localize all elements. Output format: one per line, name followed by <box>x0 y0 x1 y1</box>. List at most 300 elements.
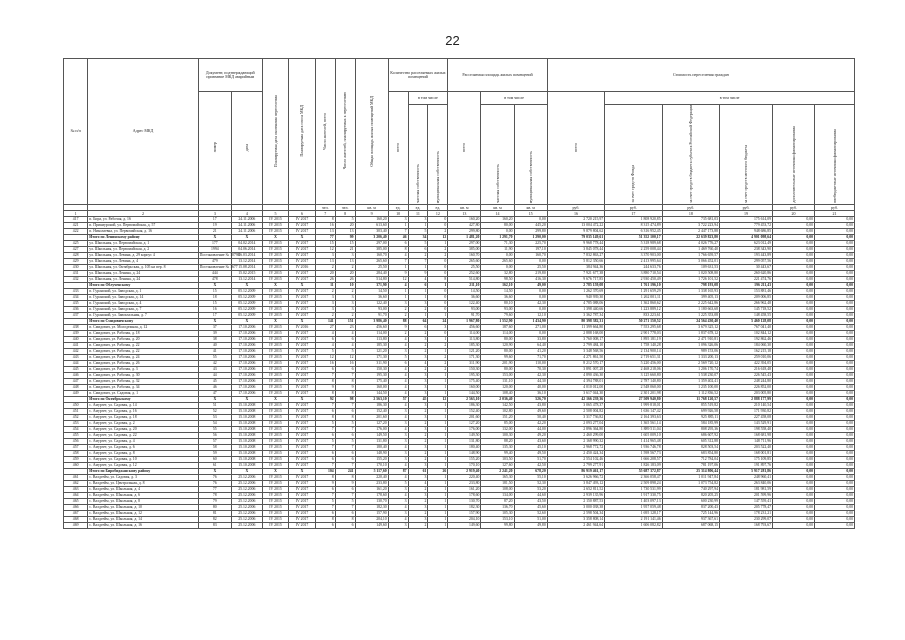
cell-d2: IV 2017 <box>289 426 316 432</box>
cell-s1: 3 358 808,14 <box>547 516 604 522</box>
cell-s5: 0,00 <box>773 276 815 282</box>
cell-s6: 0,00 <box>815 270 855 276</box>
column-number-cell: 10 <box>388 210 408 216</box>
cell-s3: 600 230,99 <box>662 498 719 504</box>
cell-addr: с. Амурзет, ул. Садовая, д. 10 <box>88 456 198 462</box>
header-rooms-municipal: муниципальная собственность <box>428 105 448 205</box>
header-rooms-area: Расселяемая площадь жилых помещений <box>448 59 547 92</box>
cell-c3: 2 <box>428 228 448 234</box>
cell-r2: 16 <box>335 360 355 366</box>
cell-d2: X <box>289 282 316 288</box>
cell-s3: 2 225 642,86 <box>662 300 719 306</box>
cell-area: 160,70 <box>355 252 388 258</box>
cell-area: 371,90 <box>355 282 388 288</box>
cell-a1: 93,00 <box>448 306 481 312</box>
header-area-private: частная собственность <box>481 105 514 205</box>
cell-a1: 130,70 <box>448 498 481 504</box>
cell-s6: 0,00 <box>815 288 855 294</box>
cell-s4: 260 620,86 <box>720 270 773 276</box>
cell-r2: 5 <box>335 498 355 504</box>
cell-r2: 7 <box>335 426 355 432</box>
cell-s4: 203 005,80 <box>720 390 773 396</box>
cell-n: 449 <box>64 390 88 396</box>
cell-s2: 55 687 372,87 <box>605 468 662 474</box>
cell-a3: 64,40 <box>514 342 547 348</box>
cell-a3: 51,00 <box>514 516 547 522</box>
cell-d2: IV 2017 <box>289 402 316 408</box>
cell-s1: 7 921 677,38 <box>547 270 604 276</box>
cell-s3: 855 519,82 <box>662 402 719 408</box>
cell-s2: 2 259 008,44 <box>605 246 662 252</box>
cell-s3: 3 722 223,94 <box>662 222 719 228</box>
cell-a1: 152,40 <box>448 408 481 414</box>
cell-r1: 6 <box>315 408 335 414</box>
cell-a1: 456,60 <box>448 324 481 330</box>
cell-c1: 9 <box>388 324 408 330</box>
cell-a3: 50,40 <box>514 414 547 420</box>
cell-c1: 9 <box>388 270 408 276</box>
cell-a2: 0,00 <box>481 228 514 234</box>
cell-a2: 142,50 <box>481 402 514 408</box>
cell-d1: IV 2015 <box>262 360 289 366</box>
cell-r1: 7 <box>315 444 335 450</box>
cell-d2: IV 2016 <box>289 264 316 270</box>
cell-a1: 114,00 <box>448 330 481 336</box>
cell-s4: 227 458,08 <box>720 414 773 420</box>
cell-a3: 42,30 <box>514 300 547 306</box>
cell-s1: 3 847 493,12 <box>547 480 604 486</box>
cell-s1: 1 398 440,66 <box>547 306 604 312</box>
cell-s4: 266 962,48 <box>720 300 773 306</box>
cell-s3: 1 766 659,57 <box>662 252 719 258</box>
cell-s3: 712 784,04 <box>662 456 719 462</box>
cell-d1: IV 2015 <box>262 258 289 264</box>
cell-c3: 1 <box>428 486 448 492</box>
cell-c3: 1 <box>428 462 448 468</box>
cell-c2: 2 <box>408 510 428 516</box>
cell-s4: 767 041,40 <box>720 324 773 330</box>
cell-n: 434 <box>64 294 88 300</box>
cell-r2: 98 <box>335 396 355 402</box>
cell-a2: 99,80 <box>481 522 514 528</box>
cell-c2: 6 <box>408 246 428 252</box>
cell-a3: 44,30 <box>514 378 547 384</box>
cell-c3: 0 <box>428 258 448 264</box>
cell-r2: 7 <box>335 444 355 450</box>
column-number-cell: 3 <box>198 210 231 216</box>
cell-s4: 178 231,21 <box>720 510 773 516</box>
cell-s3: 1 338 165,93 <box>662 288 719 294</box>
cell-c2: 5 <box>408 240 428 246</box>
cell-d1: IV 2015 <box>262 354 289 360</box>
cell-s6: 0,00 <box>815 420 855 426</box>
cell-s3: 1 837 678,12 <box>662 330 719 336</box>
cell-s4: 171 930,82 <box>720 408 773 414</box>
cell-c3: 1 <box>428 516 448 522</box>
cell-s1: 2 461 944,64 <box>547 522 604 528</box>
cell-n: 427 <box>64 246 88 252</box>
cell-area: 297,00 <box>355 240 388 246</box>
cell-r1: 6 <box>315 336 335 342</box>
cell-c3: 1 <box>428 378 448 384</box>
cell-num: 37 <box>198 324 231 330</box>
cell-c2: 3 <box>408 516 428 522</box>
cell-a1: 186,30 <box>448 402 481 408</box>
cell-area: 180,40 <box>355 444 388 450</box>
cell-a1: 385,00 <box>448 246 481 252</box>
cell-num: 40 <box>198 342 231 348</box>
cell-d2: IV 2017 <box>289 300 316 306</box>
cell-r1: 8 <box>315 390 335 396</box>
cell-addr: Итого по Биробиджанскому району <box>88 468 198 474</box>
cell-c1: 88 <box>388 318 408 324</box>
cell-s6: 0,00 <box>815 468 855 474</box>
cell-d1: IV 2015 <box>262 294 289 300</box>
cell-n: 446 <box>64 372 88 378</box>
cell-r2: 12 <box>335 354 355 360</box>
header-cost-fund: за счет средств Фонда <box>605 105 662 205</box>
cell-s6: 0,00 <box>815 396 855 402</box>
column-number-cell: 13 <box>448 210 481 216</box>
cell-addr: п. Смидович, ул. Рабочая, д. 18 <box>88 330 198 336</box>
cell-date: 15.10.2008 <box>231 420 262 426</box>
cell-addr: п. Гуранский, ул. Заводская, д. 4 <box>88 300 198 306</box>
cell-s5: 0,00 <box>773 258 815 264</box>
cell-s1: 2 150 887,53 <box>547 498 604 504</box>
cell-n: 447 <box>64 378 88 384</box>
cell-s2: 1 605 009,10 <box>605 432 662 438</box>
cell-a1: 161,20 <box>448 486 481 492</box>
cell-s4: 143 529,91 <box>720 420 773 426</box>
cell-r2: 7 <box>335 402 355 408</box>
cell-s5: 0,00 <box>773 288 815 294</box>
cell-a1: 299,80 <box>448 228 481 234</box>
cell-s5: 0,00 <box>773 444 815 450</box>
cell-a2: 80,00 <box>481 348 514 354</box>
cell-addr: с. Валдгейм, ул. Школьная, д. 6 <box>88 492 198 498</box>
cell-a2: 14,50 <box>481 288 514 294</box>
column-number-cell: 12 <box>428 210 448 216</box>
cell-n: 467 <box>64 510 88 516</box>
cell-a1: 157,90 <box>448 510 481 516</box>
cell-r1: 8 <box>315 516 335 522</box>
cell-s6: 0,00 <box>815 312 855 318</box>
cell-a1: 252,60 <box>448 270 481 276</box>
cell-c2: 3 <box>408 426 428 432</box>
cell-s1: 2 720 215,97 <box>547 216 604 222</box>
cell-date: X <box>231 318 262 324</box>
cell-d2: IV 2017 <box>289 216 316 222</box>
cell-a1: 233,80 <box>448 480 481 486</box>
cell-c3: 1 <box>428 510 448 516</box>
table-header <box>64 59 855 217</box>
cell-c3: 12 <box>428 396 448 402</box>
cell-c3: 1 <box>428 522 448 528</box>
cell-s6: 0,00 <box>815 330 855 336</box>
cell-s5: 0,00 <box>773 294 815 300</box>
cell-date: 15.10.2008 <box>231 414 262 420</box>
cell-n: 459 <box>64 456 88 462</box>
cell-c2: 3 <box>408 504 428 510</box>
resettlement-table <box>63 58 855 529</box>
cell-s6: 0,00 <box>815 414 855 420</box>
cell-addr: с. Валдгейм, ул. Школьная, д. 10 <box>88 504 198 510</box>
cell-s5: 0,00 <box>773 300 815 306</box>
cell-num: 78 <box>198 492 231 498</box>
cell-a3: 0,00 <box>514 294 547 300</box>
cell-d1: IV 2015 <box>262 312 289 318</box>
cell-date: 15.08.2014 <box>231 264 262 270</box>
cell-r1: 8 <box>315 216 335 222</box>
cell-addr: ул. Школьная, ул. Октябрьская, д. 105 на пер. 8 <box>88 264 198 270</box>
cell-d1: IV 2015 <box>262 270 289 276</box>
cell-r1: 6 <box>315 522 335 528</box>
cell-s4: 248 960,41 <box>720 474 773 480</box>
cell-addr: с. Амурзет, ул. Садовая, д. 6 <box>88 444 198 450</box>
cell-r1: 6 <box>315 456 335 462</box>
cell-s3: 1 073 754,82 <box>662 480 719 486</box>
cell-c1: 1 <box>388 288 408 294</box>
cell-area: 175,40 <box>355 378 388 384</box>
cell-addr: п. Смидович, ул. Рабочая, д. 24 <box>88 354 198 360</box>
cell-s5: 0,00 <box>773 372 815 378</box>
unit-cell: чел. <box>315 204 335 210</box>
cell-n: 453 <box>64 420 88 426</box>
cell-c2: 2 <box>408 252 428 258</box>
cell-d2: IV 2017 <box>289 444 316 450</box>
unit-cell: ед. <box>428 204 448 210</box>
cell-date: 05.12.2009 <box>231 312 262 318</box>
cell-n: 430 <box>64 264 88 270</box>
cell-r2: 20 <box>335 222 355 228</box>
cell-s6: 0,00 <box>815 402 855 408</box>
cell-r1: 5 <box>315 498 335 504</box>
cell-area: 265,60 <box>355 258 388 264</box>
cell-d1: IV 2015 <box>262 390 289 396</box>
cell-a1: 178,60 <box>448 492 481 498</box>
cell-d1: IV 2015 <box>262 324 289 330</box>
cell-c3: 2 <box>428 366 448 372</box>
cell-r2: 21 <box>335 246 355 252</box>
cell-s2: 1 606 082,82 <box>605 522 662 528</box>
cell-num: 57 <box>198 438 231 444</box>
cell-a2: 102,80 <box>481 408 514 414</box>
cell-s3: 828 503,54 <box>662 444 719 450</box>
unit-cell: кв. м <box>448 204 481 210</box>
cell-s3: 1 011 947,84 <box>662 474 719 480</box>
cell-s1: 384 944,36 <box>547 264 604 270</box>
cell-r2: 6 <box>335 408 355 414</box>
cell-n: 436 <box>64 306 88 312</box>
cell-a1: 220,40 <box>448 474 481 480</box>
cell-a1: 160,20 <box>448 216 481 222</box>
cell-date: X <box>231 282 262 288</box>
cell-num: 38 <box>198 336 231 342</box>
cell-c3: 0 <box>428 288 448 294</box>
cell-c1: 4 <box>388 516 408 522</box>
cell-s4: 193 443,89 <box>720 252 773 258</box>
cell-s5: 0,00 <box>773 354 815 360</box>
cell-date: 25.12.2006 <box>231 510 262 516</box>
cell-s1: 86 919 461,17 <box>547 468 604 474</box>
cell-s3: 22 639 823,80 <box>662 234 719 240</box>
cell-c3: 2 <box>428 246 448 252</box>
cell-s1: 7 832 863,27 <box>547 252 604 258</box>
cell-s4: 226 545,43 <box>720 372 773 378</box>
cell-r1: 9 <box>315 480 335 486</box>
cell-s3: 1 726 101,52 <box>662 276 719 282</box>
cell-a1: 131,80 <box>448 438 481 444</box>
header-cost-extra: дополнительные источники финансирования <box>773 105 815 205</box>
cell-s2: 2 413 995,64 <box>605 258 662 264</box>
cell-num: 45 <box>198 378 231 384</box>
cell-c2: 3 <box>408 354 428 360</box>
cell-num: 82 <box>198 516 231 522</box>
cell-s3: 808 295,36 <box>662 426 719 432</box>
column-number-cell: 1 <box>64 210 88 216</box>
cell-a1: 185,30 <box>448 342 481 348</box>
cell-a3: 1 290,00 <box>514 234 547 240</box>
cell-a2: 36,60 <box>481 294 514 300</box>
cell-s2: 244 633,76 <box>605 264 662 270</box>
cell-r2: 241 <box>335 468 355 474</box>
cell-r1: 5 <box>315 438 335 444</box>
cell-s5: 0,00 <box>773 450 815 456</box>
cell-c1: 5 <box>388 480 408 486</box>
cell-a3: 42,20 <box>514 420 547 426</box>
cell-date: 17.10.2006 <box>231 324 262 330</box>
cell-area: 171,30 <box>355 354 388 360</box>
cell-a2: 79,60 <box>481 312 514 318</box>
column-number-cell: 21 <box>815 210 855 216</box>
unit-cell: руб. <box>815 204 855 210</box>
table-row <box>64 522 855 528</box>
cell-r1: 6 <box>315 510 335 516</box>
cell-d2: IV 2017 <box>289 276 316 282</box>
cell-c3: 0 <box>428 270 448 276</box>
cell-addr: с. Амурзет, ул. Садовая, д. 8 <box>88 450 198 456</box>
cell-a2: 120,90 <box>481 342 514 348</box>
cell-n: 462 <box>64 480 88 486</box>
cell-c2: 3 <box>408 492 428 498</box>
cell-s3: 798 193,08 <box>662 282 719 288</box>
cell-n: 443 <box>64 354 88 360</box>
cell-c3: 1 <box>428 372 448 378</box>
cell-d2: IV 2017 <box>289 474 316 480</box>
cell-s2: 1 999 818,01 <box>605 402 662 408</box>
cell-d1: IV 2015 <box>262 492 289 498</box>
cell-r1: 7 <box>315 402 335 408</box>
cell-a2: 165,30 <box>481 474 514 480</box>
cell-d2: IV 2017 <box>289 372 316 378</box>
cell-r2: 6 <box>335 450 355 456</box>
cell-r1: 7 <box>315 492 335 498</box>
cell-area: 204,10 <box>355 516 388 522</box>
cell-s2: 3 125 660,80 <box>605 372 662 378</box>
cell-s5: 0,00 <box>773 216 815 222</box>
cell-c1: 4 <box>388 414 408 420</box>
cell-d1: IV 2015 <box>262 474 289 480</box>
table-body <box>64 216 855 528</box>
cell-c2: 3 <box>408 372 428 378</box>
cell-num: X <box>198 468 231 474</box>
cell-a2: 134,00 <box>481 492 514 498</box>
cell-c1: 4 <box>388 474 408 480</box>
cell-c2: 2 <box>408 408 428 414</box>
cell-num: 15 <box>198 288 231 294</box>
cell-d1: IV 2015 <box>262 486 289 492</box>
cell-r1: 12 <box>315 354 335 360</box>
cell-s2: 50 271 150,52 <box>605 318 662 324</box>
cell-d1: IV 2015 <box>262 228 289 234</box>
cell-c1: 3 <box>388 486 408 492</box>
cell-c1: 4 <box>388 372 408 378</box>
cell-s5: 0,00 <box>773 252 815 258</box>
cell-a1: 204,10 <box>448 516 481 522</box>
cell-c2: 1 <box>408 294 428 300</box>
cell-a2: 127,60 <box>481 462 514 468</box>
cell-s4: 198 558,40 <box>720 426 773 432</box>
cell-a3: 526,70 <box>514 396 547 402</box>
cell-addr: с. Валдгейм, ул. Школьная, д. 4 <box>88 486 198 492</box>
cell-n: 448 <box>64 384 88 390</box>
cell-s4: 2 888 177,99 <box>720 396 773 402</box>
cell-c2: 3 <box>408 336 428 342</box>
header-plan-date: Планируемая дата окончания переселения <box>262 59 289 205</box>
cell-addr: с. Амурзет, ул. Садовая, д. 18 <box>88 414 198 420</box>
cell-d2: X <box>289 396 316 402</box>
cell-a2: 0,00 <box>481 252 514 258</box>
cell-s6: 0,00 <box>815 246 855 252</box>
cell-area: 514,80 <box>355 276 388 282</box>
header-area-incl: в том числе <box>481 92 547 105</box>
cell-s4: 209 006,85 <box>720 294 773 300</box>
cell-s4: 201 599,96 <box>720 492 773 498</box>
cell-a3: 49,50 <box>514 450 547 456</box>
cell-a3: 271,00 <box>514 324 547 330</box>
cell-c1: 3 <box>388 522 408 528</box>
cell-d2: IV 2016 <box>289 324 316 330</box>
cell-s6: 0,00 <box>815 258 855 264</box>
cell-s4: 175 614,09 <box>720 216 773 222</box>
cell-r1: 16 <box>315 222 335 228</box>
cell-s2: 1 957 059,48 <box>605 504 662 510</box>
cell-area: 201,60 <box>355 414 388 420</box>
cell-d1: IV 2015 <box>262 432 289 438</box>
cell-date: 17.10.2006 <box>231 366 262 372</box>
cell-c2: 7 <box>408 258 428 264</box>
cell-r1: 6 <box>315 432 335 438</box>
cell-c1: 2 <box>388 330 408 336</box>
cell-area: 14,50 <box>355 288 388 294</box>
cell-addr: п. Приамурский, ул. Первомайская, д. 57 <box>88 222 198 228</box>
cell-s5: 0,00 <box>773 330 815 336</box>
cell-s1: 2 888 168,00 <box>547 330 604 336</box>
cell-s1: 2 968 772,72 <box>547 444 604 450</box>
cell-c3: 1 <box>428 312 448 318</box>
cell-c3: 12 <box>428 234 448 240</box>
cell-s4: 192 862,46 <box>720 336 773 342</box>
cell-s3: 3 679 325,12 <box>662 324 719 330</box>
cell-r2: 3 <box>335 306 355 312</box>
cell-r2: 8 <box>335 474 355 480</box>
cell-area: 160,00 <box>355 384 388 390</box>
cell-a1: 160,70 <box>448 252 481 258</box>
cell-r2: 8 <box>335 390 355 396</box>
cell-s2: 2 134 900,14 <box>605 348 662 354</box>
cell-d2: IV 2017 <box>289 462 316 468</box>
cell-c2: 2 <box>408 456 428 462</box>
